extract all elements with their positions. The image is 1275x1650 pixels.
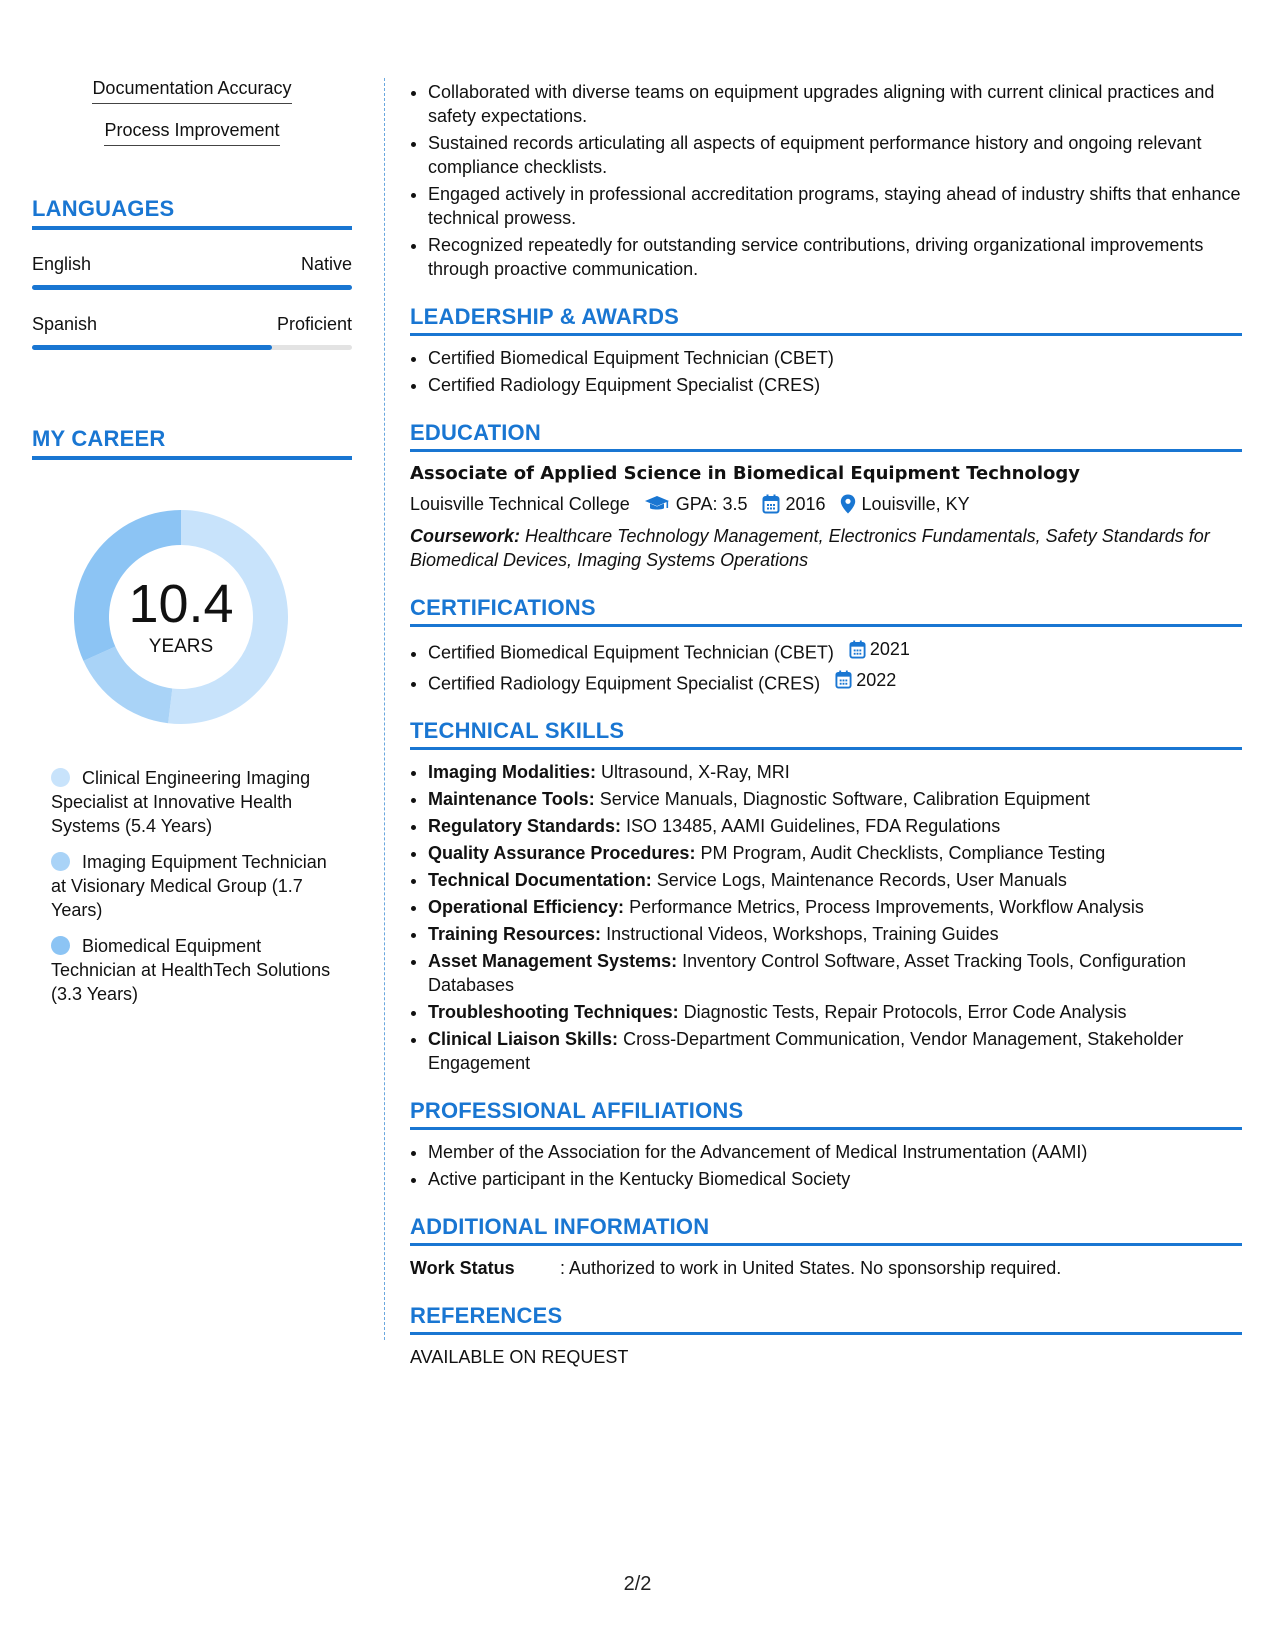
list-item: • Recognized repeatedly for outstanding service contributions, driving organizational improvements through proactive communication. (428, 233, 1242, 281)
skill-label: Quality Assurance Procedures: (428, 843, 696, 863)
experience-bullets (410, 80, 1242, 281)
list-item (428, 1027, 1242, 1075)
skill-chip: Process Improvement (104, 120, 279, 146)
language-item (32, 254, 352, 290)
certification-name: Certified Radiology Equipment Specialist (CRES) (428, 673, 821, 693)
certification-name: Certified Biomedical Equipment Technician (CBET) (428, 642, 834, 663)
coursework (410, 524, 1242, 572)
technical-skills-list (410, 760, 1242, 1075)
section-heading-affiliations: PROFESSIONAL AFFILIATIONS (410, 1099, 1242, 1130)
skill-label: Training Resources: (428, 924, 602, 944)
right-column (410, 80, 1242, 1369)
language-level: Native (300, 254, 352, 274)
legend-dot-icon (51, 852, 70, 871)
language-name: Spanish (32, 314, 98, 334)
section-heading-technical-skills: TECHNICAL SKILLS (410, 719, 1242, 750)
skill-label: Technical Documentation: (428, 870, 652, 890)
list-item: • Active participant in the Kentucky Biomedical Society (428, 1167, 1242, 1191)
affiliations-list (410, 1140, 1242, 1191)
calendar-icon (762, 494, 780, 514)
career-heading: MY CAREER (32, 426, 352, 460)
career-total-years: 10.4 (128, 574, 234, 634)
section-heading-education: EDUCATION (410, 421, 1242, 452)
list-item: • Sustained records articulating all aspects of equipment performance history and ongoing relevant compliance checklists. (428, 131, 1242, 179)
certification-year: 2021 (869, 639, 910, 659)
education-meta (410, 492, 1242, 516)
career-donut-chart (66, 502, 296, 732)
list-item (428, 637, 1242, 665)
legend-dot-icon (51, 936, 70, 955)
section-heading-certifications: CERTIFICATIONS (410, 596, 1242, 627)
skill-value: Instructional Videos, Workshops, Training Guides (601, 924, 999, 944)
skill-value: ISO 13485, AAMI Guidelines, FDA Regulations (621, 816, 1001, 836)
languages-heading: LANGUAGES (32, 196, 352, 230)
language-level: Proficient (276, 314, 352, 334)
language-proficiency-fill (32, 285, 352, 290)
skill-value: Inventory Control Software, Asset Tracking Tools, Configuration Databases (428, 951, 1187, 995)
list-item (428, 787, 1242, 811)
skill-label: Regulatory Standards: (428, 816, 622, 836)
skill-value: Service Logs, Maintenance Records, User Manuals (651, 870, 1067, 890)
left-column (32, 78, 352, 1018)
career-legend (32, 766, 352, 1006)
list-item (428, 868, 1242, 892)
list-item: • Certified Radiology Equipment Specialist (CRES) (428, 373, 1242, 397)
skill-label: Asset Management Systems: (428, 951, 678, 971)
career-legend-item (51, 850, 336, 922)
degree-title: Associate of Applied Science in Biomedical Equipment Technology (410, 463, 1081, 484)
gpa: GPA: 3.5 (675, 494, 748, 514)
language-proficiency-bar (32, 345, 352, 350)
leadership-list (410, 346, 1242, 397)
language-proficiency-bar (32, 285, 352, 290)
language-name: English (32, 254, 92, 274)
skill-label: Operational Efficiency: (428, 897, 625, 917)
skill-chip: Documentation Accuracy (92, 78, 291, 104)
list-item (428, 814, 1242, 838)
certification-year: 2022 (856, 669, 897, 690)
work-status-label: Work Status (410, 1258, 515, 1278)
school-name: Louisville Technical College (410, 494, 630, 514)
list-item: • Collaborated with diverse teams on equipment upgrades aligning with current clinical practices and safety expectations. (428, 80, 1242, 128)
graduation-cap-icon (644, 495, 670, 513)
skill-label: Troubleshooting Techniques: (428, 1002, 679, 1022)
skill-value: Service Manuals, Diagnostic Software, Calibration Equipment (594, 789, 1090, 809)
school-location: Louisville, KY (861, 494, 970, 514)
career-legend-text: Imaging Equipment Technician at Visionary Medical Group (1.7 Years) (51, 852, 327, 920)
legend-dot-icon (51, 768, 70, 787)
list-item (428, 668, 1242, 696)
career-legend-item (51, 766, 336, 838)
skill-label: Imaging Modalities: (428, 762, 597, 782)
skill-value: Performance Metrics, Process Improvements, Workflow Analysis (624, 897, 1144, 917)
list-item: • Member of the Association for the Advancement of Medical Instrumentation (AAMI) (428, 1140, 1242, 1164)
calendar-icon (835, 670, 852, 689)
graduation-year: 2016 (785, 494, 826, 514)
skill-label: Clinical Liaison Skills: (428, 1029, 619, 1049)
page-number: 2/2 (623, 1573, 652, 1595)
list-item (428, 922, 1242, 946)
list-item (428, 895, 1242, 919)
language-proficiency-fill (32, 345, 272, 350)
career-legend-text: Biomedical Equipment Technician at HealthTech Solutions (3.3 Years) (51, 936, 331, 1004)
career-legend-item (51, 934, 336, 1006)
list-item: • Engaged actively in professional accreditation programs, staying ahead of industry shifts that enhance technical prowess. (428, 182, 1242, 230)
list-item (428, 760, 1242, 784)
location-pin-icon (840, 494, 856, 514)
work-status-value: : Authorized to work in United States. No sponsorship required. (560, 1258, 1062, 1278)
list-item (428, 841, 1242, 865)
list-item: • Certified Biomedical Equipment Technician (CBET) (428, 346, 1242, 370)
section-heading-leadership: LEADERSHIP & AWARDS (410, 305, 1242, 336)
skill-value: Cross-Department Communication, Vendor Management, Stakeholder Engagement (428, 1029, 1184, 1073)
section-heading-additional-info: ADDITIONAL INFORMATION (410, 1215, 1242, 1246)
skill-value: Ultrasound, X-Ray, MRI (596, 762, 790, 782)
skill-label: Maintenance Tools: (428, 789, 595, 809)
section-heading-references: REFERENCES (410, 1304, 1242, 1335)
column-divider (384, 78, 385, 1340)
work-status-row (410, 1256, 1242, 1280)
references-text: AVAILABLE ON REQUEST (410, 1347, 629, 1367)
skill-value: Diagnostic Tests, Repair Protocols, Error Code Analysis (678, 1002, 1127, 1022)
coursework-text: Healthcare Technology Management, Electronics Fundamentals, Safety Standards for Biomedical Devices, Imaging Systems Operations (410, 526, 1210, 570)
career-total-unit: YEARS (148, 636, 214, 657)
skill-value: PM Program, Audit Checklists, Compliance Testing (695, 843, 1106, 863)
career-legend-text: Clinical Engineering Imaging Specialist at Innovative Health Systems (5.4 Years) (51, 768, 311, 836)
language-item (32, 314, 352, 350)
certification-list (410, 637, 1242, 695)
list-item (428, 949, 1242, 997)
list-item (428, 1000, 1242, 1024)
coursework-label: Coursework: (410, 526, 521, 546)
calendar-icon (849, 640, 866, 659)
